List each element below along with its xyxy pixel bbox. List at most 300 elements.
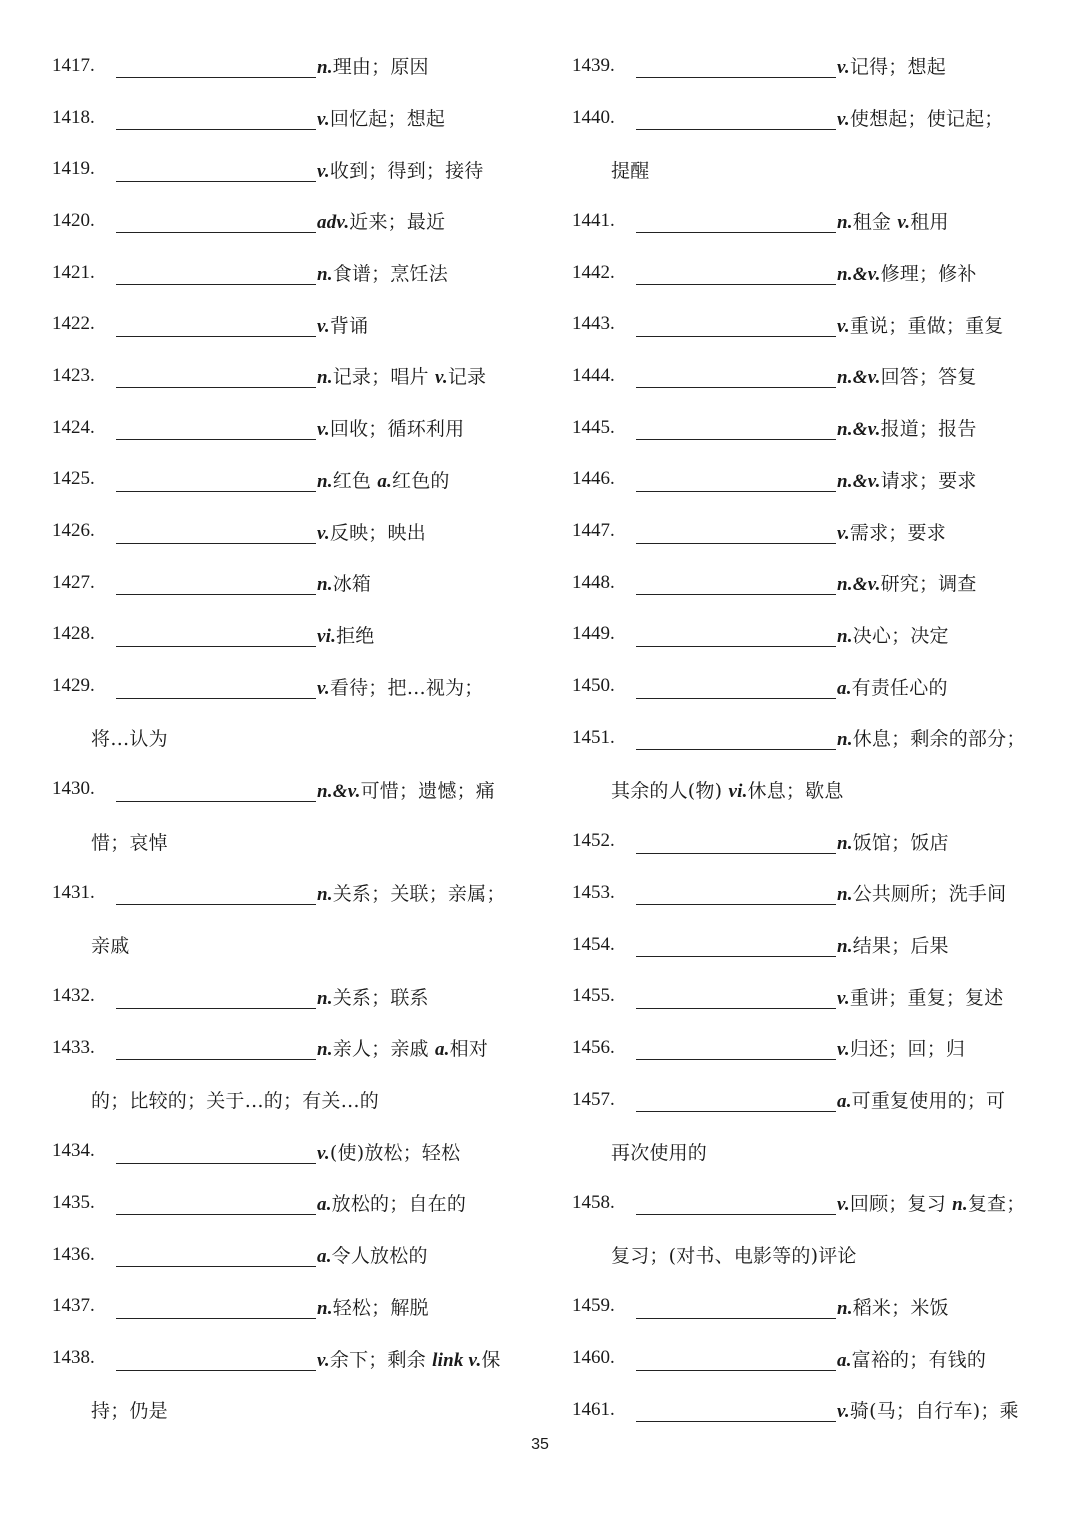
definition-text: 稻米；米饭	[852, 1296, 949, 1319]
definition-continuation	[52, 815, 522, 867]
entry-number: 1450.	[572, 675, 615, 697]
definition-text: 惜；哀悼	[91, 831, 168, 854]
vocab-entry	[572, 660, 1042, 712]
answer-blank[interactable]	[636, 1037, 836, 1060]
definition	[316, 983, 429, 1010]
answer-blank[interactable]	[116, 365, 316, 388]
definition	[90, 931, 129, 958]
definition-continuation	[572, 1125, 1042, 1177]
vocab-entry	[52, 40, 522, 92]
definition-continuation	[572, 1229, 1042, 1281]
entry-number: 1420.	[52, 209, 95, 231]
answer-blank[interactable]	[116, 314, 316, 337]
entry-number: 1455.	[572, 985, 615, 1007]
part-of-speech: a.	[837, 1091, 852, 1113]
part-of-speech: n.&v.	[317, 780, 361, 802]
definition-text: 回顾；复习	[849, 1193, 953, 1216]
part-of-speech: n.	[317, 264, 333, 286]
vocab-entry	[572, 1074, 1042, 1126]
entry-number: 1418.	[52, 106, 95, 128]
entry-number: 1445.	[572, 416, 615, 438]
part-of-speech: n.&v.	[837, 419, 881, 441]
definition-text: (使)放松；轻松	[329, 1141, 461, 1164]
part-of-speech: n.	[317, 884, 333, 906]
vocab-entry	[572, 557, 1042, 609]
part-of-speech: n.&v.	[837, 264, 881, 286]
definition-text: 回忆起；想起	[329, 108, 446, 131]
definition	[836, 879, 1006, 906]
part-of-speech: n.	[317, 574, 333, 596]
entry-number: 1459.	[572, 1295, 615, 1317]
part-of-speech: n.&v.	[837, 470, 881, 492]
vocab-entry	[572, 919, 1042, 971]
entry-number: 1423.	[52, 364, 95, 386]
vocab-entry	[572, 1022, 1042, 1074]
vocab-entry	[52, 1229, 522, 1281]
part-of-speech: n.	[837, 884, 853, 906]
entry-number: 1448.	[572, 571, 615, 593]
part-of-speech: a.	[837, 677, 852, 699]
definition-text: 的；比较的；关于…的；有关…的	[91, 1090, 380, 1113]
entry-number: 1438.	[52, 1347, 95, 1369]
definition-text: 研究；调查	[880, 573, 977, 596]
definition-continuation	[572, 143, 1042, 195]
entry-number: 1425.	[52, 468, 95, 490]
definition	[316, 1138, 460, 1165]
entry-number: 1439.	[572, 54, 615, 76]
part-of-speech: n.	[837, 1297, 853, 1319]
definition-text: 租金	[852, 211, 898, 234]
vocab-entry	[52, 92, 522, 144]
part-of-speech: n.	[317, 1297, 333, 1319]
definition-continuation	[52, 919, 522, 971]
part-of-speech: v.	[837, 1194, 850, 1216]
definition-text: 理由；原因	[332, 56, 429, 79]
vocab-entry	[52, 247, 522, 299]
definition-text: 富裕的；有钱的	[851, 1348, 987, 1371]
definition-text: 修理；修补	[880, 263, 977, 286]
answer-blank[interactable]	[636, 986, 836, 1009]
definition-text: 提醒	[611, 159, 650, 182]
answer-blank[interactable]	[636, 521, 836, 544]
answer-blank[interactable]	[636, 1399, 836, 1422]
definition	[316, 569, 371, 596]
definition-text: 复查；	[967, 1193, 1026, 1216]
part-of-speech: v.	[317, 1349, 330, 1371]
vocab-entry	[52, 505, 522, 557]
definition	[836, 1396, 1019, 1423]
part-of-speech: vi.	[728, 780, 748, 802]
answer-blank[interactable]	[116, 779, 316, 802]
part-of-speech: n.	[837, 729, 853, 751]
definition	[836, 673, 948, 700]
definition	[316, 311, 368, 338]
entry-number: 1436.	[52, 1243, 95, 1265]
answer-blank[interactable]	[636, 624, 836, 647]
answer-blank[interactable]	[636, 262, 836, 285]
part-of-speech: v.	[317, 522, 330, 544]
answer-blank[interactable]	[636, 1089, 836, 1112]
definition-text: 请求；要求	[880, 469, 977, 492]
definition-text: 持；仍是	[91, 1400, 168, 1423]
definition-text: 其余的人(物)	[611, 779, 729, 802]
definition	[316, 1293, 429, 1320]
vocab-entry	[572, 867, 1042, 919]
part-of-speech: v.	[317, 109, 330, 131]
definition-text: 复习；(对书、电影等的)评论	[611, 1245, 857, 1268]
part-of-speech: n.	[837, 625, 853, 647]
vocab-entry	[572, 40, 1042, 92]
part-of-speech: n.	[317, 987, 333, 1009]
vocab-entry	[52, 454, 522, 506]
entry-number: 1460.	[572, 1347, 615, 1369]
entry-number: 1457.	[572, 1088, 615, 1110]
definition-text: 记录；唱片	[332, 366, 435, 389]
answer-blank[interactable]	[636, 107, 836, 130]
entry-number: 1442.	[572, 261, 615, 283]
vocab-entry	[572, 505, 1042, 557]
definition	[610, 1138, 707, 1165]
answer-blank[interactable]	[116, 1192, 316, 1215]
answer-blank[interactable]	[116, 882, 316, 905]
definition-text: 归还；回；归	[849, 1038, 966, 1061]
vocab-entry	[572, 1177, 1042, 1229]
part-of-speech: link v.	[432, 1349, 482, 1371]
answer-blank[interactable]	[636, 727, 836, 750]
definition	[836, 52, 946, 79]
entry-number: 1427.	[52, 571, 95, 593]
definition	[836, 983, 1004, 1010]
vocab-entry	[52, 1125, 522, 1177]
part-of-speech: v.	[837, 987, 850, 1009]
definition	[836, 1345, 986, 1372]
entry-number: 1449.	[572, 623, 615, 645]
definition	[316, 776, 495, 803]
definition-text: 看待；把…视为；	[329, 676, 484, 699]
answer-blank[interactable]	[116, 676, 316, 699]
vocab-entry	[572, 195, 1042, 247]
definition-text: 回收；循环利用	[329, 418, 465, 441]
left-column	[52, 40, 522, 1436]
definition	[90, 828, 168, 855]
answer-blank[interactable]	[116, 55, 316, 78]
part-of-speech: a.	[317, 1194, 332, 1216]
answer-blank[interactable]	[116, 469, 316, 492]
definition	[836, 1086, 1005, 1113]
definition-text: 再次使用的	[611, 1141, 708, 1164]
definition	[836, 414, 977, 441]
answer-blank[interactable]	[636, 882, 836, 905]
definition-text: 将…认为	[91, 728, 168, 751]
entry-number: 1431.	[52, 881, 95, 903]
definition-continuation	[52, 1384, 522, 1436]
part-of-speech: n.&v.	[837, 367, 881, 389]
definition-text: 饭馆；饭店	[852, 831, 949, 854]
answer-blank[interactable]	[116, 1244, 316, 1267]
answer-blank[interactable]	[636, 572, 836, 595]
entry-number: 1435.	[52, 1191, 95, 1213]
entry-number: 1451.	[572, 726, 615, 748]
part-of-speech: a.	[434, 1039, 450, 1061]
definition	[836, 104, 1004, 131]
answer-blank[interactable]	[636, 365, 836, 388]
vocab-entry	[572, 1332, 1042, 1384]
answer-blank[interactable]	[636, 676, 836, 699]
definition	[316, 466, 450, 493]
part-of-speech: n.	[317, 367, 333, 389]
answer-blank[interactable]	[636, 1192, 836, 1215]
answer-blank[interactable]	[636, 417, 836, 440]
definition-text: 重讲；重复；复述	[849, 986, 1004, 1009]
entry-number: 1441.	[572, 209, 615, 231]
vocab-entry	[572, 402, 1042, 454]
answer-blank[interactable]	[116, 262, 316, 285]
definition	[836, 1034, 965, 1061]
answer-blank[interactable]	[636, 210, 836, 233]
answer-blank[interactable]	[116, 210, 316, 233]
definition-text: 食谱；烹饪法	[332, 263, 448, 286]
definition	[836, 259, 977, 286]
definition	[316, 1241, 428, 1268]
definition-text: 亲戚	[91, 935, 130, 958]
part-of-speech: v.	[317, 160, 330, 182]
part-of-speech: n.	[837, 832, 853, 854]
vocab-entry	[52, 660, 522, 712]
definition	[610, 156, 649, 183]
definition	[316, 673, 484, 700]
answer-blank[interactable]	[116, 572, 316, 595]
definition-text: 近来；最近	[349, 211, 446, 234]
definition	[836, 311, 1004, 338]
definition-text: 回答；答复	[880, 366, 977, 389]
entry-number: 1453.	[572, 881, 615, 903]
entry-number: 1458.	[572, 1191, 615, 1213]
definition-text: 保	[481, 1348, 501, 1371]
definition	[316, 1189, 466, 1216]
definition-text: 使想起；使记起；	[849, 108, 1004, 131]
vocab-entry	[52, 1281, 522, 1333]
answer-blank[interactable]	[116, 521, 316, 544]
part-of-speech: v.	[837, 57, 850, 79]
vocab-entry	[52, 143, 522, 195]
entry-number: 1421.	[52, 261, 95, 283]
vocab-entry	[572, 609, 1042, 661]
part-of-speech: vi.	[317, 625, 337, 647]
answer-blank[interactable]	[116, 624, 316, 647]
definition	[836, 1189, 1025, 1216]
definition	[316, 52, 429, 79]
definition	[836, 828, 949, 855]
definition-continuation	[572, 764, 1042, 816]
definition-text: 结果；后果	[852, 935, 949, 958]
vocab-entry	[572, 712, 1042, 764]
entry-number: 1443.	[572, 313, 615, 335]
part-of-speech: n.	[837, 212, 853, 234]
part-of-speech: v.	[434, 367, 448, 389]
definition-text: 红色	[332, 469, 378, 492]
answer-blank[interactable]	[636, 55, 836, 78]
part-of-speech: v.	[317, 315, 330, 337]
definition-text: 重说；重做；重复	[849, 314, 1004, 337]
definition	[316, 1345, 501, 1372]
entry-number: 1452.	[572, 830, 615, 852]
part-of-speech: v.	[837, 1039, 850, 1061]
vocab-entry	[572, 815, 1042, 867]
entry-number: 1461.	[572, 1398, 615, 1420]
vocab-entry	[572, 350, 1042, 402]
part-of-speech: n.&v.	[837, 574, 881, 596]
entry-number: 1447.	[572, 520, 615, 542]
definition-text: 有责任心的	[851, 676, 948, 699]
definition-continuation	[52, 712, 522, 764]
definition-text: 轻松；解脱	[332, 1296, 429, 1319]
answer-blank[interactable]	[636, 314, 836, 337]
definition	[836, 362, 977, 389]
vocab-entry	[52, 557, 522, 609]
definition-text: 放松的；自在的	[331, 1193, 467, 1216]
part-of-speech: v.	[897, 212, 911, 234]
vocab-entry	[52, 350, 522, 402]
entry-number: 1446.	[572, 468, 615, 490]
definition-text: 亲人；亲戚	[332, 1038, 435, 1061]
answer-blank[interactable]	[116, 107, 316, 130]
definition-text: 关系；关联；亲属；	[332, 883, 506, 906]
definition-text: 冰箱	[332, 573, 372, 596]
answer-blank[interactable]	[636, 1296, 836, 1319]
definition-text: 相对	[449, 1038, 489, 1061]
definition	[836, 621, 949, 648]
vocab-entry	[572, 298, 1042, 350]
entry-number: 1429.	[52, 675, 95, 697]
definition-text: 报道；报告	[880, 418, 977, 441]
entry-number: 1444.	[572, 364, 615, 386]
part-of-speech: adv.	[317, 212, 350, 234]
entry-number: 1433.	[52, 1036, 95, 1058]
definition	[316, 621, 374, 648]
vocab-entry	[52, 402, 522, 454]
answer-blank[interactable]	[116, 1348, 316, 1371]
right-column	[572, 40, 1042, 1436]
vocab-entry	[52, 298, 522, 350]
vocab-entry	[52, 764, 522, 816]
definition	[836, 518, 946, 545]
vocab-entry	[52, 867, 522, 919]
answer-blank[interactable]	[636, 1348, 836, 1371]
vocab-entry	[52, 970, 522, 1022]
part-of-speech: v.	[837, 522, 850, 544]
part-of-speech: v.	[837, 315, 850, 337]
definition	[316, 879, 506, 906]
definition	[316, 156, 484, 183]
part-of-speech: n.	[837, 936, 853, 958]
part-of-speech: v.	[837, 109, 850, 131]
part-of-speech: n.	[317, 1039, 333, 1061]
definition	[316, 518, 426, 545]
part-of-speech: n.	[952, 1194, 968, 1216]
definition	[316, 104, 445, 131]
definition-text: 需求；要求	[849, 521, 946, 544]
definition-continuation	[52, 1074, 522, 1126]
entry-number: 1426.	[52, 520, 95, 542]
definition	[316, 414, 464, 441]
definition	[610, 1241, 857, 1268]
part-of-speech: n.	[317, 470, 333, 492]
definition-text: 关系；联系	[332, 986, 429, 1009]
answer-blank[interactable]	[636, 934, 836, 957]
vocab-entry	[52, 1022, 522, 1074]
entry-number: 1417.	[52, 54, 95, 76]
vocab-entry	[572, 970, 1042, 1022]
definition	[836, 207, 949, 234]
definition	[610, 776, 844, 803]
entry-number: 1428.	[52, 623, 95, 645]
definition-text: 红色的	[392, 469, 450, 492]
answer-blank[interactable]	[116, 1296, 316, 1319]
entry-number: 1424.	[52, 416, 95, 438]
definition-text: 余下；剩余	[329, 1348, 433, 1371]
entry-number: 1430.	[52, 778, 95, 800]
definition	[836, 931, 949, 958]
part-of-speech: n.	[317, 57, 333, 79]
definition-text: 可重复使用的；可	[851, 1090, 1006, 1113]
vocab-entry	[52, 1177, 522, 1229]
vocab-entry	[572, 1384, 1042, 1436]
definition	[836, 1293, 949, 1320]
answer-blank[interactable]	[116, 1037, 316, 1060]
definition	[836, 466, 977, 493]
entry-number: 1454.	[572, 933, 615, 955]
answer-blank[interactable]	[116, 159, 316, 182]
entry-number: 1434.	[52, 1140, 95, 1162]
page-number: 35	[531, 1436, 549, 1453]
definition-text: 公共厕所；洗手间	[852, 883, 1007, 906]
definition-text: 骑(马；自行车)；乘	[849, 1400, 1019, 1423]
definition	[316, 362, 486, 389]
part-of-speech: v.	[317, 1142, 330, 1164]
vocab-entry	[572, 247, 1042, 299]
vocab-entry	[572, 92, 1042, 144]
answer-blank[interactable]	[636, 469, 836, 492]
part-of-speech: a.	[317, 1246, 332, 1268]
answer-blank[interactable]	[636, 831, 836, 854]
entry-number: 1432.	[52, 985, 95, 1007]
definition-text: 记录	[447, 366, 487, 389]
entry-number: 1437.	[52, 1295, 95, 1317]
definition-text: 反映；映出	[329, 521, 426, 544]
vocab-entry	[52, 1332, 522, 1384]
vocab-entry	[572, 1281, 1042, 1333]
definition-text: 租用	[910, 211, 949, 234]
definition	[90, 724, 168, 751]
definition-text: 记得；想起	[849, 56, 946, 79]
part-of-speech: v.	[837, 1401, 850, 1423]
definition-text: 收到；得到；接待	[329, 159, 484, 182]
answer-blank[interactable]	[116, 986, 316, 1009]
part-of-speech: a.	[377, 470, 393, 492]
answer-blank[interactable]	[116, 417, 316, 440]
entry-number: 1419.	[52, 158, 95, 180]
answer-blank[interactable]	[116, 1141, 316, 1164]
definition	[90, 1396, 168, 1423]
entry-number: 1422.	[52, 313, 95, 335]
definition	[316, 207, 445, 234]
definition-text: 休息；歇息	[747, 779, 844, 802]
definition	[316, 1034, 488, 1061]
definition	[836, 724, 1026, 751]
definition	[836, 569, 977, 596]
definition-text: 决心；决定	[852, 624, 949, 647]
definition-text: 背诵	[329, 314, 369, 337]
